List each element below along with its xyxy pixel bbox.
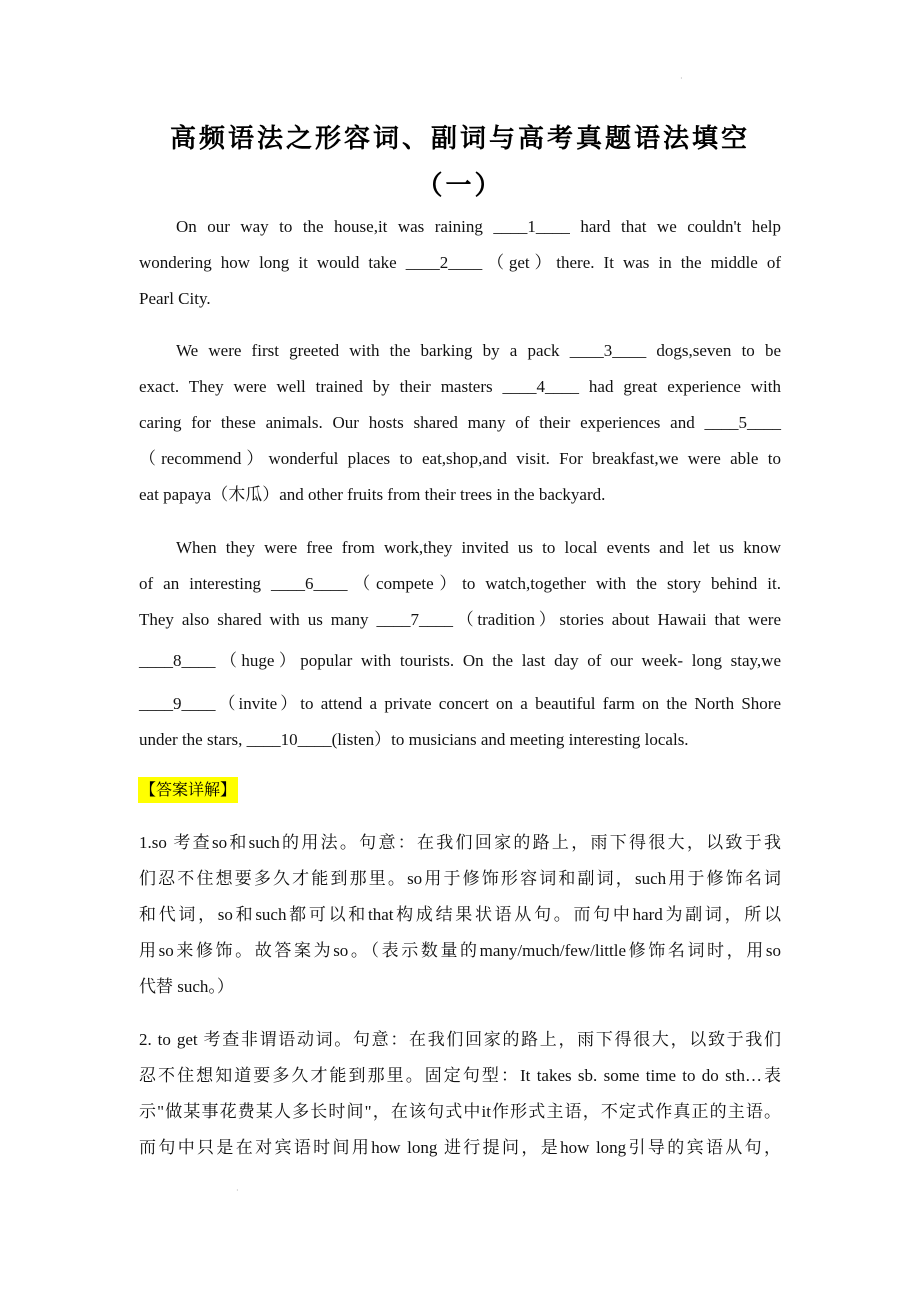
passage-paragraph-3 [139, 530, 781, 758]
passage-line: of an interesting ____6____（compete）to watch,together with the story behind it. [139, 574, 781, 593]
answer-line: 2. to get 考查非谓语动词。句意：在我们回家的路上，雨下得很大，以致于我们 [139, 1030, 781, 1049]
answer-line: 而句中只是在对宾语时间用how long 进行提问，是how long引导的宾语从句， [139, 1138, 781, 1157]
passage-line: When they were free from work,they invited us to local events and let us know [176, 538, 781, 557]
document-title: 高频语法之形容词、副词与高考真题语法填空 [169, 124, 750, 154]
page-mark-bottom: · [236, 1186, 239, 1195]
answer-line: 们忍不住想要多久才能到那里。so用于修饰形容词和副词，such用于修饰名词 [139, 869, 781, 888]
passage-line: eat papaya（木瓜）and other fruits from their trees in the backyard. [139, 485, 606, 504]
answer-section-tag: 【答案详解】 [138, 777, 238, 803]
answer-line: 示"做某事花费某人多长时间"，在该句式中it作形式主语，不定式作真正的主语。 [139, 1102, 781, 1121]
answer-line: 忍不住想知道要多久才能到那里。固定句型：It takes sb. some time to do sth…表 [139, 1066, 781, 1085]
passage-line: They also shared with us many ____7____（tradition）stories about Hawaii that were [139, 610, 781, 629]
passage-line: caring for these animals. Our hosts shared many of their experiences and ____5____ [139, 413, 781, 432]
answer-line: 用so来修饰。故答案为so。（表示数量的many/much/few/little修饰名词时，用so [139, 941, 781, 960]
passage-line: ____8____（huge）popular with tourists. On the last day of our week- long stay,we [139, 651, 781, 670]
passage-line: under the stars, ____10____(listen）to musicians and meeting interesting locals. [139, 730, 689, 749]
answer-line: 和代词，so和such都可以和that构成结果状语从句。而句中hard为副词，所以 [139, 905, 781, 924]
answer-line: 1.so 考查so和such的用法。句意：在我们回家的路上，雨下得很大，以致于我 [139, 833, 781, 852]
passage-line: wondering how long it would take ____2____（get）there. It was in the middle of [139, 253, 781, 272]
document-subtitle: （一） [416, 171, 504, 201]
passage-line: We were first greeted with the barking by a pack ____3____ dogs,seven to be [176, 341, 781, 360]
passage-line: exact. They were well trained by their masters ____4____ had great experience with [139, 377, 781, 396]
answer-2 [139, 1022, 781, 1166]
passage-paragraph-2 [139, 333, 781, 513]
passage-line: ____9____（invite）to attend a private concert on a beautiful farm on the North Shore [139, 694, 781, 713]
answer-line: 代替 such。） [139, 977, 234, 996]
passage-line: On our way to the house,it was raining ____1____ hard that we couldn't help [176, 217, 781, 236]
passage-paragraph-1 [139, 209, 781, 317]
answer-1 [139, 825, 781, 1005]
passage-line: （recommend）wonderful places to eat,shop,and visit. For breakfast,we were able to [139, 449, 781, 468]
page-mark-top: · [680, 74, 683, 83]
passage-line: Pearl City. [139, 289, 211, 308]
